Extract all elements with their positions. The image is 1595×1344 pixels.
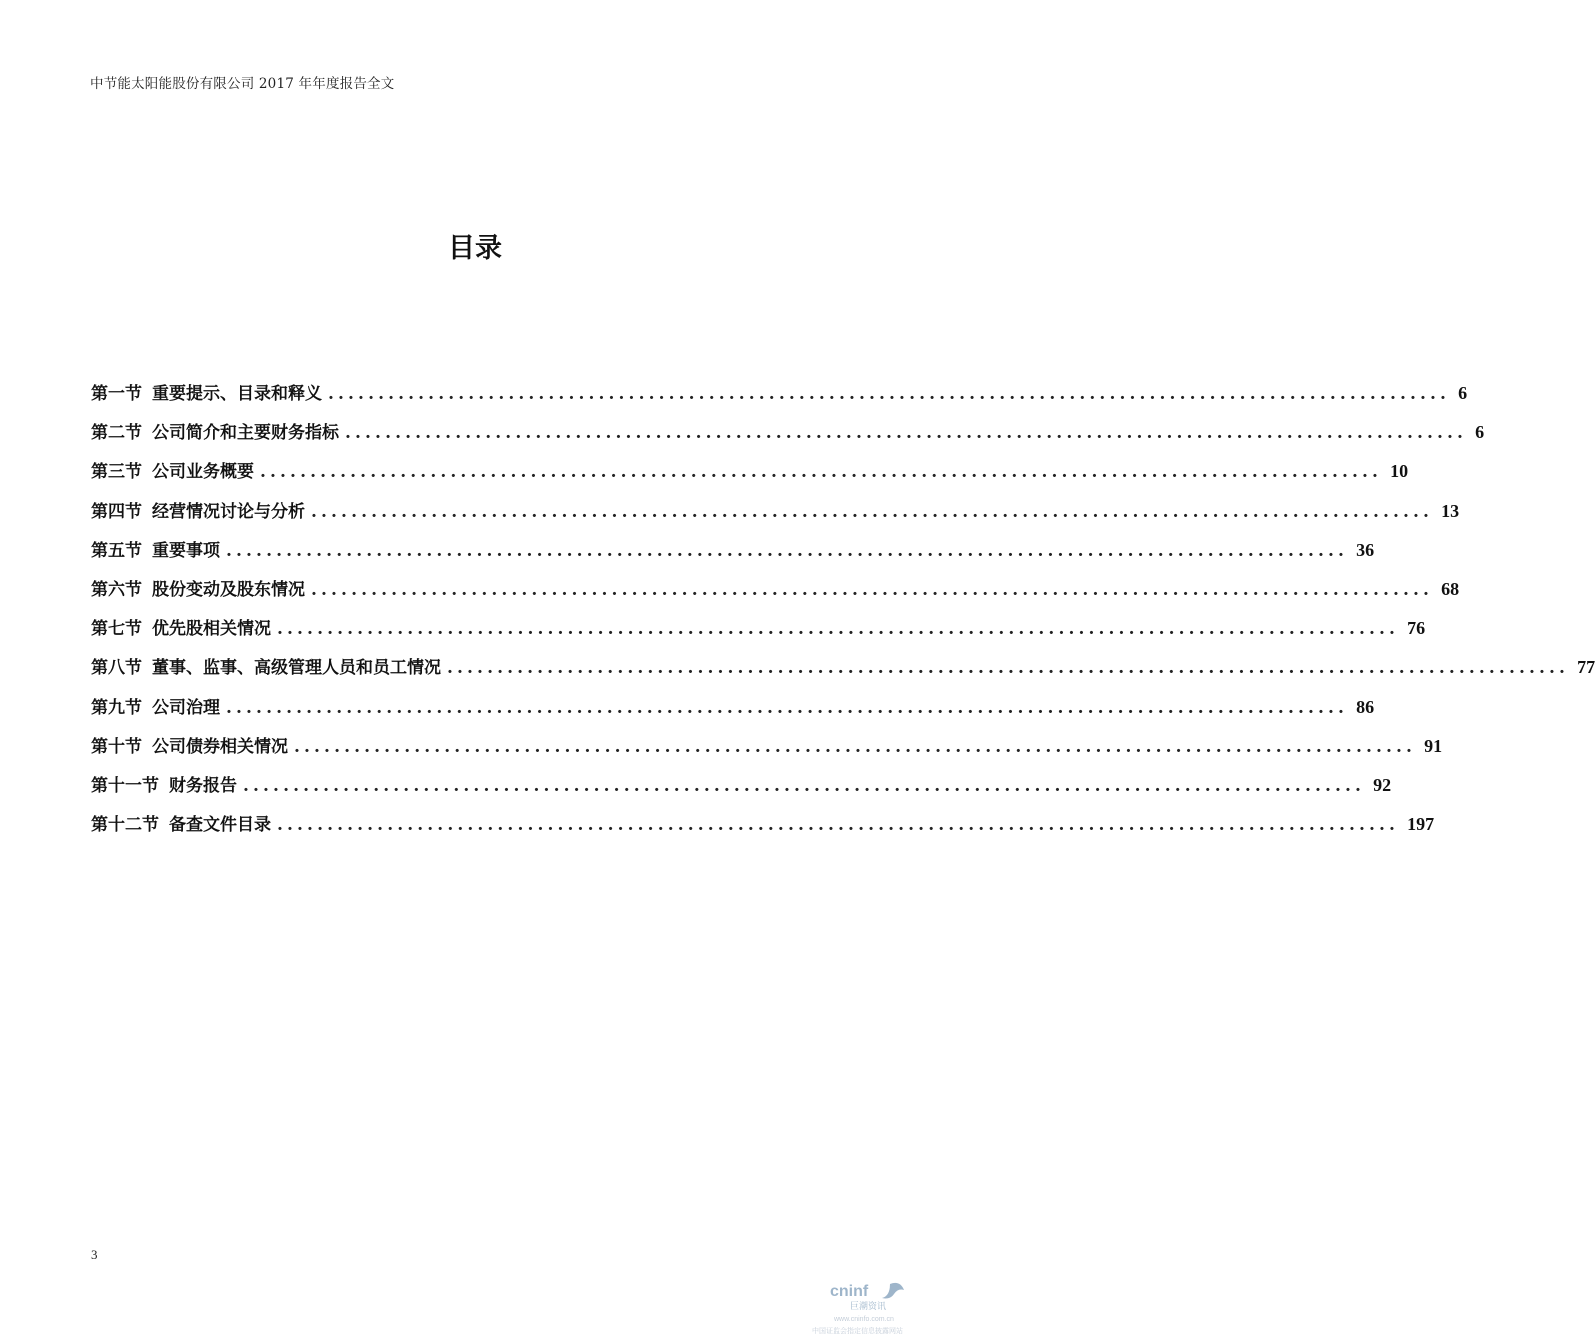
toc-section-title: 股份变动及股东情况: [152, 579, 305, 600]
toc-leader-dots: ................................................................................................................: [311, 579, 1434, 600]
page-title: 目录: [448, 233, 502, 264]
toc-section-title: 公司业务概要: [152, 462, 254, 483]
watermark-brand-text: cninf: [830, 1283, 869, 1300]
toc-section-title: 重要提示、目录和释义: [152, 384, 322, 404]
toc-section-title: 经营情况讨论与分析: [152, 501, 305, 522]
toc-page-number: 197: [1407, 814, 1435, 835]
toc-entry-label: [91, 380, 328, 408]
toc-section-number: 第九节: [91, 697, 142, 718]
toc-entry-label: [91, 733, 294, 761]
toc-leader-dots: ................................................................................................................: [226, 697, 1349, 718]
toc-entry-8[interactable]: [91, 653, 1595, 692]
cninfo-watermark-logo: [812, 1278, 932, 1338]
toc-leader-dots: ................................................................................................................: [243, 775, 1366, 796]
toc-section-number: 第十一节: [91, 775, 159, 796]
toc-leader-dots: ................................................................................................................: [277, 619, 1400, 640]
toc-page-number: 86: [1356, 696, 1375, 717]
toc-page-number: 68: [1441, 578, 1460, 599]
toc-entry-4[interactable]: [91, 497, 1460, 536]
toc-section-number: 第七节: [91, 619, 142, 640]
toc-page-number: 77: [1577, 657, 1595, 678]
toc-entry-10[interactable]: [91, 732, 1443, 771]
watermark-url-text: www.cninfo.com.cn: [834, 1316, 894, 1323]
toc-leader-dots: ................................................................................................................: [328, 384, 1451, 404]
toc-entry-label: [91, 772, 243, 800]
toc-leader-dots: ................................................................................................................: [447, 658, 1570, 679]
toc-entry-label: [91, 537, 226, 565]
toc-entry-label: [91, 498, 311, 526]
toc-page-number: 91: [1424, 735, 1443, 756]
toc-section-title: 重要事项: [152, 540, 220, 561]
toc-entry-9[interactable]: [91, 693, 1375, 732]
toc-entry-6[interactable]: [91, 575, 1460, 614]
toc-section-title: 董事、监事、高级管理人员和员工情况: [152, 658, 441, 679]
toc-entry-7[interactable]: [91, 614, 1426, 653]
toc-entry-label: [91, 615, 277, 643]
toc-entry-12[interactable]: [91, 810, 1435, 849]
toc-section-number: 第四节: [91, 501, 142, 522]
toc-section-title: 公司债券相关情况: [152, 736, 288, 757]
toc-page-number: 92: [1373, 774, 1392, 795]
toc-entry-label: [91, 576, 311, 604]
watermark-caption-text: 中国证监会指定信息披露网站: [812, 1327, 903, 1335]
toc-section-title: 财务报告: [169, 775, 237, 796]
table-of-contents: [91, 379, 1595, 849]
toc-entry-3[interactable]: [91, 457, 1409, 496]
toc-entry-label: [91, 654, 447, 682]
toc-leader-dots: ................................................................................................................: [311, 501, 1434, 522]
toc-entry-1[interactable]: [91, 379, 1468, 418]
toc-section-number: 第二节: [91, 423, 142, 444]
toc-entry-label: [91, 811, 277, 839]
toc-section-number: 第十二节: [91, 815, 159, 836]
toc-leader-dots: ................................................................................................................: [277, 815, 1400, 836]
toc-entry-label: [91, 419, 345, 447]
toc-entry-11[interactable]: [91, 771, 1392, 810]
toc-section-title: 优先股相关情况: [152, 619, 271, 640]
toc-section-title: 公司简介和主要财务指标: [152, 423, 339, 444]
toc-section-title: 备查文件目录: [169, 815, 271, 836]
toc-section-number: 第八节: [91, 658, 142, 679]
toc-entry-label: [91, 458, 260, 486]
toc-page-number: 10: [1390, 461, 1409, 482]
toc-section-number: 第六节: [91, 579, 142, 600]
toc-entry-label: [91, 694, 226, 722]
toc-entry-2[interactable]: [91, 418, 1485, 457]
document-header: 中节能太阳能股份有限公司 2017 年年度报告全文: [90, 76, 395, 92]
toc-page-number: 13: [1441, 500, 1460, 521]
toc-leader-dots: ................................................................................................................: [294, 736, 1417, 757]
toc-section-number: 第五节: [91, 540, 142, 561]
toc-leader-dots: ................................................................................................................: [226, 540, 1349, 561]
toc-page-number: 76: [1407, 618, 1426, 639]
toc-page-number: 36: [1356, 539, 1375, 560]
toc-section-number: 第十节: [91, 736, 142, 757]
watermark-swirl-icon: [882, 1283, 904, 1299]
page-number: 3: [91, 1247, 98, 1262]
toc-section-number: 第一节: [91, 384, 142, 404]
watermark-subtitle-text: 巨潮资讯: [850, 1302, 887, 1312]
toc-section-title: 公司治理: [152, 697, 220, 718]
toc-page-number: 6: [1475, 422, 1485, 443]
toc-page-number: 6: [1458, 383, 1468, 403]
toc-entry-5[interactable]: [91, 536, 1375, 575]
toc-section-number: 第三节: [91, 462, 142, 483]
toc-leader-dots: ................................................................................................................: [260, 462, 1383, 483]
toc-leader-dots: ................................................................................................................: [345, 423, 1468, 444]
